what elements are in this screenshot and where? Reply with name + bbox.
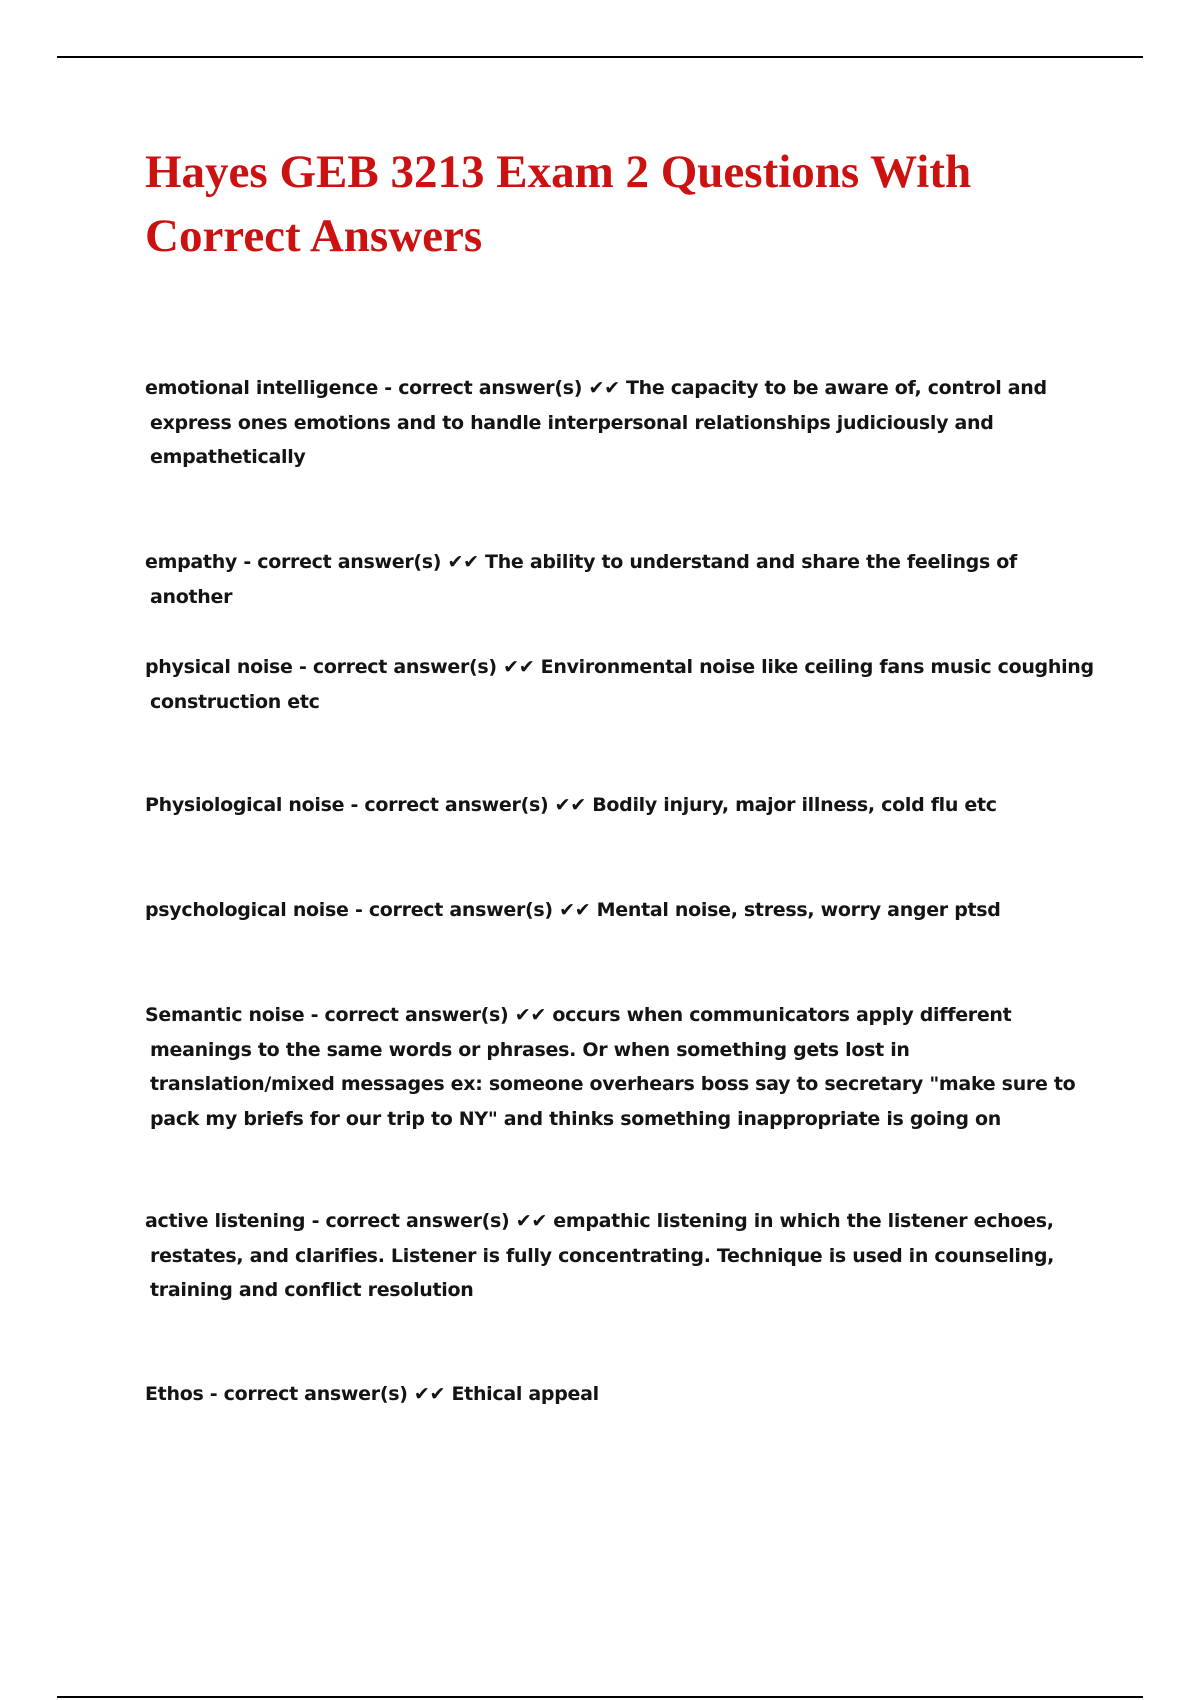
qa-separator: - correct answer(s) ✔✔	[305, 1210, 554, 1232]
qa-term: emotional intelligence	[145, 377, 378, 399]
qa-term: active listening	[145, 1210, 306, 1232]
qa-answer: The ability to understand and share the feelings of another	[150, 551, 1018, 608]
qa-answer: Mental noise, stress, worry anger ptsd	[596, 899, 1001, 921]
qa-answer: empathic listening in which the listener echoes, restates, and clarifies. Listener is fully concentrating. Technique is used in counseling, training and conflict resolution	[150, 1210, 1055, 1301]
qa-item-active-listening	[145, 1204, 1100, 1308]
top-rule	[57, 56, 1143, 58]
qa-answer: The capacity to be aware of, control and express ones emotions and to handle interpersonal relationships judiciously and empathetically	[150, 377, 1047, 468]
qa-term: physical noise	[145, 656, 293, 678]
qa-separator: - correct answer(s) ✔✔	[203, 1383, 452, 1405]
qa-separator: - correct answer(s) ✔✔	[292, 656, 541, 678]
qa-item-physical-noise	[145, 650, 1100, 719]
qa-item-empathy	[145, 545, 1100, 614]
qa-item-psychological-noise	[145, 893, 1100, 928]
qa-item-semantic-noise	[145, 998, 1100, 1136]
qa-term: psychological noise	[145, 899, 349, 921]
qa-separator: - correct answer(s) ✔✔	[377, 377, 627, 399]
qa-separator: - correct answer(s) ✔✔	[237, 551, 486, 573]
qa-item-physiological-noise	[145, 788, 1100, 823]
qa-term: empathy	[145, 551, 238, 573]
qa-separator: - correct answer(s) ✔✔	[348, 899, 597, 921]
qa-answer: Environmental noise like ceiling fans music coughing construction etc	[150, 656, 1094, 713]
bottom-rule	[57, 1696, 1143, 1698]
qa-answer: Ethical appeal	[451, 1383, 599, 1405]
document-title: Hayes GEB 3213 Exam 2 Questions With Correct Answers	[145, 146, 972, 262]
qa-term: Physiological noise	[145, 794, 345, 816]
qa-term: Semantic noise	[145, 1004, 305, 1026]
qa-item-ethos	[145, 1377, 1100, 1412]
qa-item-emotional-intelligence	[145, 371, 1100, 475]
qa-term: Ethos	[145, 1383, 204, 1405]
qa-separator: - correct answer(s) ✔✔	[344, 794, 593, 816]
qa-answer: occurs when communicators apply different meanings to the same words or phrases. Or when something gets lost in translation/mixed messages ex: someone overhears boss say to secretary "make sure to pack my briefs for our trip to NY" and thinks something inappropriate is going on	[150, 1004, 1076, 1130]
qa-separator: - correct answer(s) ✔✔	[304, 1004, 553, 1026]
qa-answer: Bodily injury, major illness, cold flu etc	[592, 794, 997, 816]
